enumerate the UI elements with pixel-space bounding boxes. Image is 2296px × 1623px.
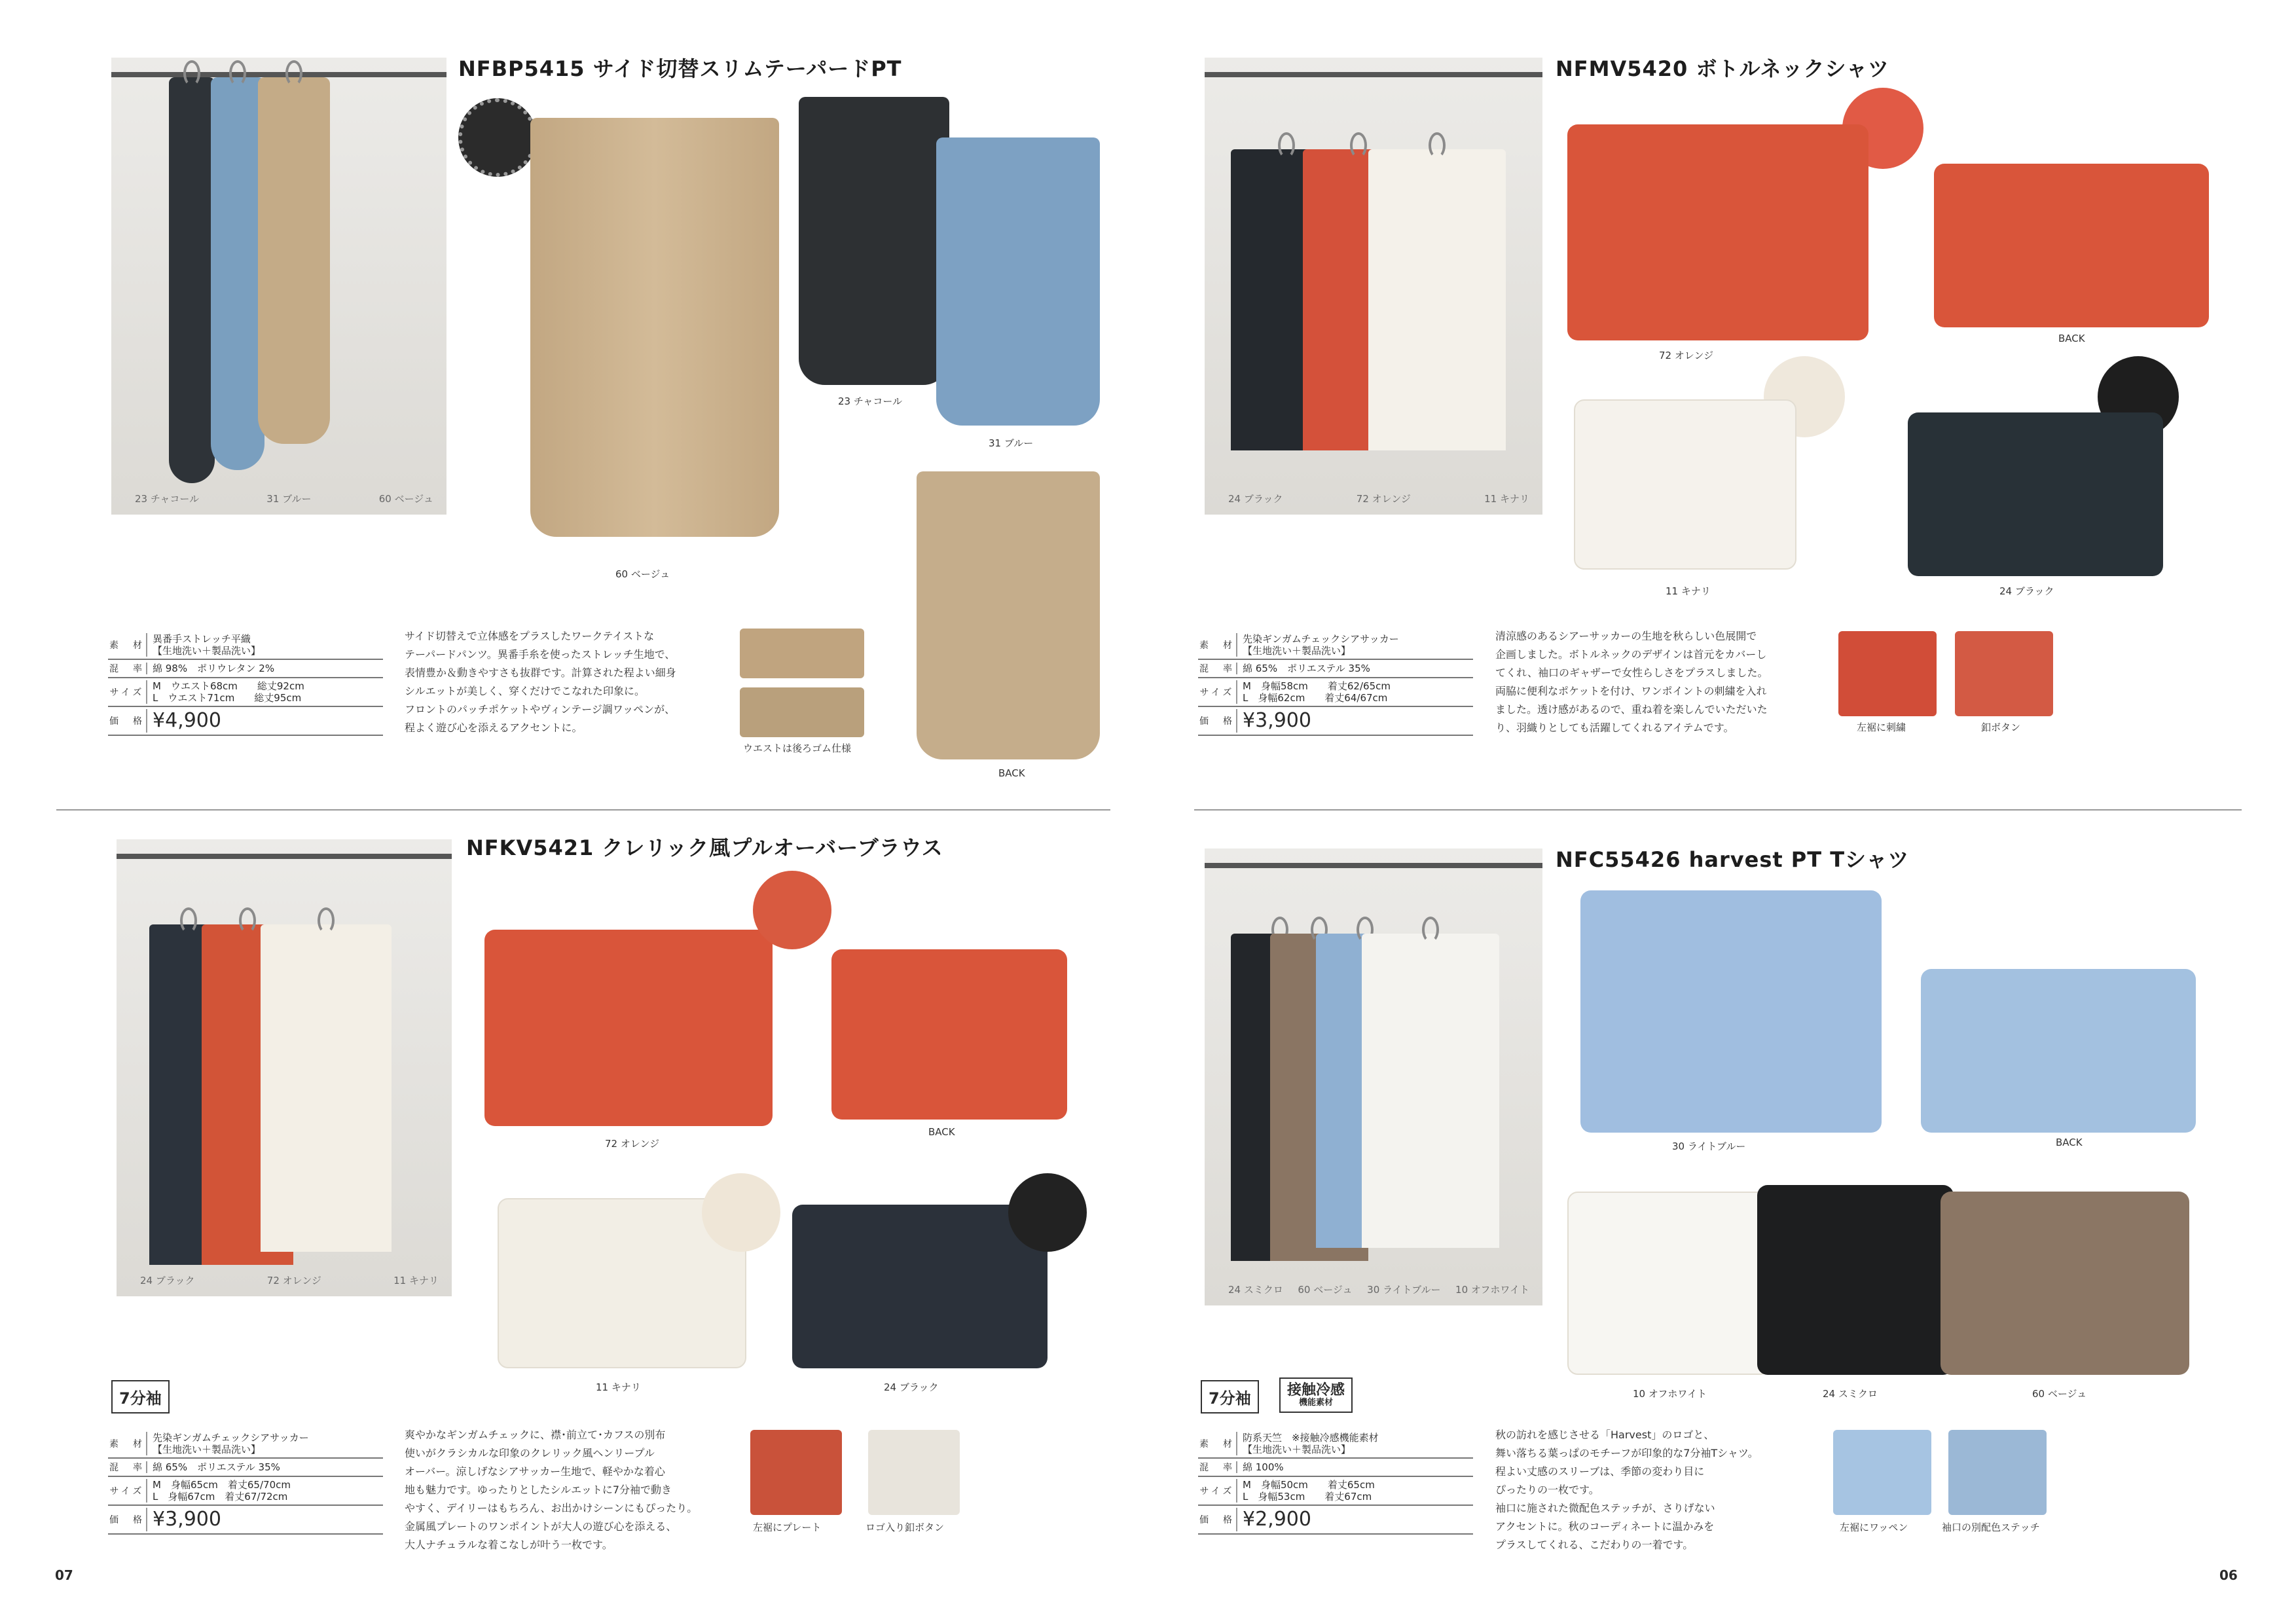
color-label: 24 ブラック <box>1999 585 2054 597</box>
back-label: BACK <box>2058 333 2085 344</box>
spec-value: 異番手ストレッチ平織 <box>153 633 251 645</box>
spec-value: 【生地洗い＋製品洗い】 <box>1243 645 1351 657</box>
pants-group-photo <box>111 58 446 515</box>
spec-key: 素 材 <box>109 1439 145 1450</box>
spec-table <box>1198 1430 1473 1535</box>
waist-detail-front <box>740 629 864 678</box>
photo-caption: 11 キナリ <box>1484 493 1529 505</box>
spec-key: サイズ <box>109 1486 145 1497</box>
photo-caption: 72 オレンジ <box>266 1275 321 1286</box>
charcoal-pants-image <box>799 97 949 385</box>
detail-label: 左裾に刺繍 <box>1857 721 1906 733</box>
price: ¥3,900 <box>1236 709 1473 733</box>
ivory-shirt-image <box>1574 399 1796 570</box>
spec-value: L ウエスト71cm 総丈95cm <box>153 692 302 704</box>
plate-detail-image <box>750 1430 842 1515</box>
product-description: 爽やかなギンガムチェックに、襟･前立て･カフスの別布 使いがクラシカルな印象のクレリック風ヘンリープル オーバー。涼しげなシアサッカー生地で、軽やかな着心 地も魅力です。ゆったりとしたシルエットに7分袖で動き やすく、デイリーはもちろん、お出かけシーンにもぴったり。 金属風プレートのワンポイントが大人の遊び心を添える、 大人ナチュラルな着こなしが叶う一枚です。 <box>405 1429 698 1551</box>
black-blouse-image <box>792 1205 1048 1368</box>
blue-pants-image <box>936 137 1100 426</box>
orange-blouse-image <box>484 930 773 1126</box>
right-page <box>1148 0 2296 1623</box>
product-title: NFKV5421 クレリック風プルオーバーブラウス <box>466 835 943 860</box>
back-label: BACK <box>998 767 1025 779</box>
spec-value: 先染ギンガムチェックシアサッカー <box>1243 633 1399 645</box>
back-label: BACK <box>2056 1137 2083 1148</box>
button-detail-image <box>1955 631 2053 716</box>
price: ¥4,900 <box>146 709 383 733</box>
photo-caption: 23 チャコール <box>135 493 200 505</box>
page-number: 07 <box>55 1567 73 1583</box>
color-label: 72 オレンジ <box>1659 350 1714 361</box>
color-label: 10 オフホワイト <box>1633 1388 1707 1400</box>
photo-caption: 31 ブルー <box>266 493 312 505</box>
button-detail-image <box>868 1430 960 1515</box>
orange-shirt-image <box>1567 124 1868 340</box>
detail-label: ロゴ入り釦ボタン <box>866 1522 945 1533</box>
label-patch-swatch <box>458 98 537 177</box>
spec-value: 綿 100% <box>1236 1461 1473 1473</box>
orange-fabric-swatch <box>753 871 831 949</box>
section-divider <box>56 809 1110 811</box>
spec-key: 素 材 <box>1199 640 1235 651</box>
spec-value: L 身幅53cm 着丈67cm <box>1243 1491 1372 1503</box>
patch-detail-image <box>1833 1430 1931 1515</box>
tee-group-photo <box>1205 848 1542 1305</box>
color-label: 24 ブラック <box>884 1381 939 1393</box>
spec-key: 素 材 <box>1199 1439 1235 1450</box>
photo-caption: 30 ライトブルー <box>1367 1284 1441 1296</box>
spec-table <box>108 1430 383 1535</box>
spec-value: M 身幅58cm 着丈62/65cm <box>1243 680 1391 692</box>
spec-key: 価 格 <box>1199 716 1235 727</box>
color-label: 60 ベージュ <box>2032 1388 2087 1400</box>
price: ¥3,900 <box>146 1508 383 1531</box>
detail-label: 釦ボタン <box>1981 721 2021 733</box>
cooling-badge <box>1279 1377 1353 1413</box>
photo-caption: 24 ブラック <box>140 1275 195 1286</box>
black-shirt-image <box>1908 412 2163 576</box>
spec-key: 混 率 <box>1199 664 1235 674</box>
cooling-badge-main: 接触冷感 <box>1287 1382 1345 1398</box>
product-description: 清涼感のあるシアーサッカーの生地を秋らしい色展開で 企画しました。ボトルネックのデザインは首元をカバーし てくれ、袖口のギャザーで女性らしさをプラスしました。 両脇に便利なポケットを付け、ワンポイントの刺繍を入れ ました。透け感があるので、重ね着を楽しんでいただいた り、羽織りとしても活躍してくれるアイテムです。 <box>1495 630 1768 734</box>
spec-key: 混 率 <box>109 1463 145 1473</box>
spec-value: M 身幅50cm 着丈65cm <box>1243 1479 1375 1491</box>
embroidery-detail-image <box>1838 631 1937 716</box>
spec-value: L 身幅67cm 着丈67/72cm <box>153 1491 288 1503</box>
product-title: NFC55426 harvest PT Tシャツ <box>1556 847 1910 872</box>
spec-value: 防系天竺 ※接触冷感機能素材 <box>1243 1432 1379 1444</box>
cooling-badge-sub: 機能素材 <box>1299 1398 1334 1408</box>
ivory-fabric-swatch <box>702 1173 780 1252</box>
sleeve-badge: 7分袖 <box>111 1380 170 1413</box>
color-label: 24 スミクロ <box>1823 1388 1878 1400</box>
spec-value: L 身幅62cm 着丈64/67cm <box>1243 692 1388 704</box>
beige-tee-image <box>1941 1192 2189 1375</box>
waist-detail-back <box>740 687 864 737</box>
detail-label: ウエストは後ろゴム仕様 <box>743 742 852 754</box>
section-divider <box>1194 809 2242 811</box>
spec-value: 【生地洗い＋製品洗い】 <box>1243 1444 1351 1455</box>
color-label: 72 オレンジ <box>605 1138 660 1150</box>
back-label: BACK <box>928 1126 955 1138</box>
shirt-group-photo <box>1205 58 1542 515</box>
black-tee-image <box>1757 1185 1954 1375</box>
spec-key: 価 格 <box>109 1515 145 1525</box>
product-description: 秋の訪れを感じさせる「Harvest」のロゴと、 舞い落ちる葉っぱのモチーフが印象的な7分袖Tシャツ。 程よい丈感のスリーブは、季節の変わり目に ぴったりの一枚です。 袖口に施された微配色ステッチが、さりげない アクセントに。秋のコーディネートに温かみを プラスしてくれる、こだわりの一着です。 <box>1495 1429 1758 1551</box>
price: ¥2,900 <box>1236 1508 1473 1531</box>
sleeve-badge: 7分袖 <box>1201 1380 1259 1413</box>
blouse-group-photo <box>117 839 452 1296</box>
photo-caption: 24 スミクロ <box>1228 1284 1283 1296</box>
detail-label: 左裾にワッペン <box>1840 1522 1908 1533</box>
page-number: 06 <box>2219 1567 2238 1583</box>
detail-label: 左裾にプレート <box>753 1522 822 1533</box>
color-label: 60 ベージュ <box>615 568 670 580</box>
photo-caption: 60 ベージュ <box>1298 1284 1353 1296</box>
lightblue-tee-image <box>1580 890 1882 1133</box>
offwhite-tee-image <box>1567 1192 1770 1375</box>
spec-value: 【生地洗い＋製品洗い】 <box>153 645 261 657</box>
spec-value: 綿 65% ポリエステル 35% <box>1236 663 1473 674</box>
orange-shirt-back-image <box>1934 164 2209 327</box>
color-label: 31 ブルー <box>989 437 1034 449</box>
spec-table <box>108 631 383 736</box>
spec-key: 価 格 <box>1199 1515 1235 1525</box>
spec-table <box>1198 631 1473 736</box>
spec-key: 混 率 <box>1199 1463 1235 1473</box>
product-description: サイド切替えで立体感をプラスしたワークテイストな テーパードパンツ。異番手糸を使ったストレッチ生地で、 表情豊か＆動きやすさも抜群です。計算された程よい細身 シルエットが美しく、穿くだけでこなれた印象に。 フロントのパッチポケットやヴィンテージ調ワッペンが、 程よく遊び心を添えるアクセントに。 <box>405 630 676 734</box>
color-label: 30 ライトブルー <box>1672 1140 1746 1152</box>
lightblue-tee-back-image <box>1921 969 2196 1133</box>
spec-key: サイズ <box>109 687 145 698</box>
spec-value: 綿 65% ポリエステル 35% <box>146 1461 383 1473</box>
color-label: 23 チャコール <box>838 395 903 407</box>
product-title: NFBP5415 サイド切替スリムテーパードPT <box>458 56 902 81</box>
color-label: 11 キナリ <box>596 1381 641 1393</box>
spec-key: 価 格 <box>109 716 145 727</box>
color-label: 11 キナリ <box>1666 585 1711 597</box>
photo-caption: 11 キナリ <box>393 1275 439 1286</box>
spec-key: サイズ <box>1199 687 1235 698</box>
photo-caption: 10 オフホワイト <box>1455 1284 1529 1296</box>
spec-key: 混 率 <box>109 664 145 674</box>
photo-caption: 72 オレンジ <box>1356 493 1411 505</box>
photo-caption: 60 ベージュ <box>378 493 433 505</box>
black-fabric-swatch <box>1008 1173 1087 1252</box>
stitch-detail-image <box>1948 1430 2047 1515</box>
spec-key: サイズ <box>1199 1486 1235 1497</box>
photo-caption: 24 ブラック <box>1228 493 1283 505</box>
pants-back-image <box>917 471 1100 759</box>
spec-value: M ウエスト68cm 総丈92cm <box>153 680 304 692</box>
spec-value: 先染ギンガムチェックシアサッカー <box>153 1432 309 1444</box>
spec-value: 【生地洗い＋製品洗い】 <box>153 1444 261 1455</box>
spec-value: 綿 98% ポリウレタン 2% <box>146 663 383 674</box>
detail-label: 袖口の別配色ステッチ <box>1942 1522 2040 1533</box>
orange-blouse-back-image <box>831 949 1067 1120</box>
beige-pants-image <box>530 118 779 537</box>
spec-key: 素 材 <box>109 640 145 651</box>
spec-value: M 身幅65cm 着丈65/70cm <box>153 1479 291 1491</box>
product-title: NFMV5420 ボトルネックシャツ <box>1556 56 1889 81</box>
